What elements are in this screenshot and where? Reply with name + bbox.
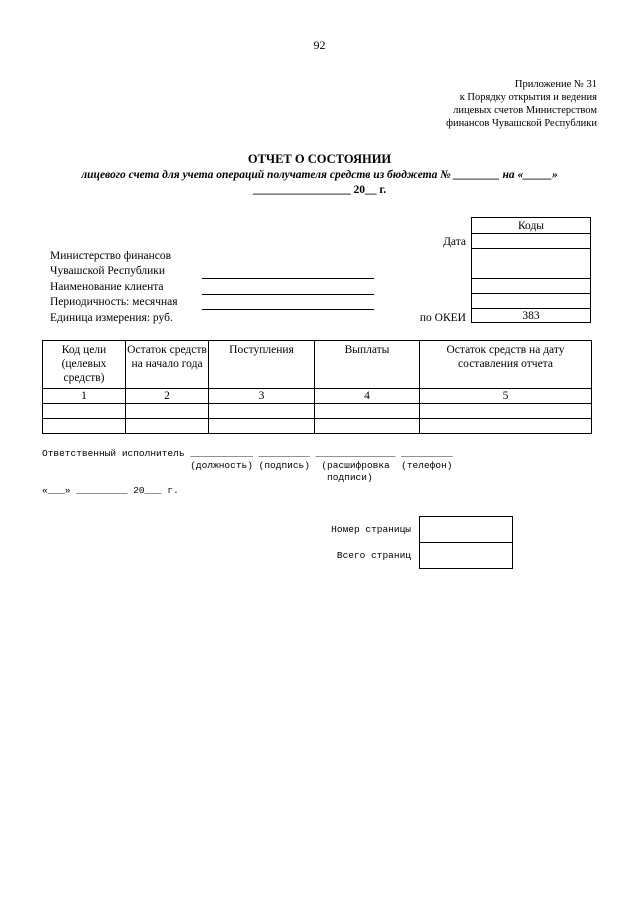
pages-table	[300, 516, 513, 569]
signature-captions: подписи)	[42, 472, 373, 483]
client-field-line	[202, 294, 374, 295]
column-number: 1	[43, 389, 126, 404]
okei-label: по ОКЕИ	[419, 312, 466, 324]
total-pages-box	[420, 543, 513, 569]
responsible-executor-line: Ответственный исполнитель ___________ _________ ______________ _________	[42, 448, 453, 459]
appendix-block	[357, 78, 597, 130]
column-header: Выплаты	[315, 341, 420, 389]
table-cell	[420, 419, 592, 434]
signature-date: «___» _________ 20___ г.	[42, 485, 179, 496]
table-cell	[315, 404, 420, 419]
column-header: Поступления	[209, 341, 315, 389]
ministry-field-line	[202, 278, 374, 279]
codes-periodicity-cell	[472, 294, 591, 309]
appendix-line: Приложение № 31	[514, 79, 597, 90]
column-number: 5	[420, 389, 592, 404]
table-cell	[209, 419, 315, 434]
table-header-row	[43, 341, 592, 389]
report-table	[42, 340, 592, 434]
table-cell	[126, 419, 209, 434]
periodicity-label: Периодичность: месячная	[50, 296, 178, 308]
appendix-line: лицевых счетов Министерством	[453, 105, 597, 116]
column-header: Код цели (целевых средств)	[43, 341, 126, 389]
column-number: 3	[209, 389, 315, 404]
ministry-label: Министерство финансов	[50, 250, 172, 262]
column-header: Остаток средств на начало года	[126, 341, 209, 389]
table-row	[43, 404, 592, 419]
periodicity-field-line	[202, 309, 374, 310]
table-number-row	[43, 389, 592, 404]
client-label: Наименование клиента	[50, 281, 164, 293]
codes-client-cell	[472, 279, 591, 294]
table-cell	[43, 419, 126, 434]
page-number-label: Номер страницы	[331, 524, 411, 535]
page-number-box	[420, 517, 513, 543]
codes-header: Коды	[472, 218, 591, 234]
column-header: Остаток средств на дату составления отчета	[420, 341, 592, 389]
table-cell	[43, 404, 126, 419]
ministry-label: Чувашской Республики	[50, 265, 166, 277]
date-label: Дата	[443, 236, 466, 248]
table-cell	[315, 419, 420, 434]
appendix-line: финансов Чувашской Республики	[446, 118, 597, 129]
codes-ministry-cell	[472, 249, 591, 279]
table-cell	[420, 404, 592, 419]
column-number: 4	[315, 389, 420, 404]
table-cell	[209, 404, 315, 419]
document-subtitle-date: _________________ 20__ г.	[252, 184, 387, 196]
codes-date-cell	[472, 234, 591, 249]
column-number: 2	[126, 389, 209, 404]
total-pages-label: Всего страниц	[336, 550, 411, 561]
page-number: 92	[313, 38, 326, 52]
document-title: ОТЧЕТ О СОСТОЯНИИ	[247, 152, 392, 166]
codes-okei-cell: 383	[472, 309, 591, 323]
table-cell	[126, 404, 209, 419]
signature-captions: (должность) (подпись) (расшифровка (телефон)	[42, 460, 453, 471]
codes-table	[471, 217, 591, 323]
appendix-line: к Порядку открытия и ведения	[459, 92, 597, 103]
table-row	[43, 419, 592, 434]
unit-label: Единица измерения: руб.	[50, 312, 173, 324]
document-subtitle: лицевого счета для учета операций получателя средств из бюджета № ________ на «_____»	[81, 169, 558, 181]
